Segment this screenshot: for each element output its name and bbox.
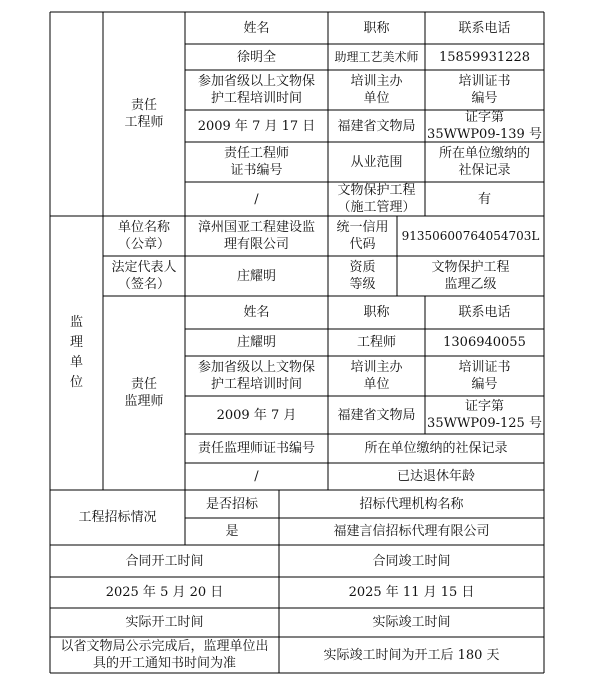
engineer-social-security-label: 所在单位缴纳的 社保记录 bbox=[438, 146, 530, 178]
is-bid-label: 是否招标 bbox=[205, 496, 258, 512]
engineer-training-org-label: 培训主办 单位 bbox=[350, 74, 403, 106]
engineer-name: 徐明全 bbox=[236, 49, 276, 65]
supervisor-cert-label: 责任监理师证书编号 bbox=[197, 441, 315, 456]
contract-end-value: 2025 年 11 月 15 日 bbox=[348, 585, 475, 600]
actual-start-value: 以省文物局公示完成后，监理单位出 具的开工通知书时间为准 bbox=[60, 639, 269, 671]
engineer-training-time: 2009 年 7 月 17 日 bbox=[197, 118, 316, 134]
supervisor-header-phone: 联系电话 bbox=[458, 305, 511, 320]
supervisor-social-security-value: 已达退休年龄 bbox=[396, 469, 475, 484]
engineer-cert-no: 证字第 35WWP09-139 号 bbox=[427, 110, 542, 142]
credit-code-value: 91350600764054703L bbox=[401, 228, 540, 243]
actual-end-label: 实际竣工时间 bbox=[372, 615, 451, 630]
qualification-value: 文物保护工程 监理乙级 bbox=[431, 260, 510, 292]
engineer-header-phone: 联系电话 bbox=[458, 20, 511, 36]
credit-code-label: 统一信用 代码 bbox=[336, 220, 389, 252]
supervisor-training-time: 2009 年 7 月 bbox=[216, 407, 297, 423]
supervisor-title: 工程师 bbox=[356, 335, 396, 350]
engineer-phone: 15859931228 bbox=[439, 49, 530, 65]
engineer-training-time-label: 参加省级以上文物保 护工程培训时间 bbox=[197, 74, 315, 106]
supervisor-header-title: 职称 bbox=[363, 305, 390, 320]
qualification-label: 资质 等级 bbox=[349, 260, 376, 292]
supervisor-header-name: 姓名 bbox=[243, 305, 270, 320]
supervisor-phone: 1306940055 bbox=[443, 335, 526, 350]
agency-label: 招标代理机构名称 bbox=[359, 496, 464, 512]
contract-start-value: 2025 年 5 月 20 日 bbox=[105, 585, 224, 600]
supervision-section-label: 监 理 单 位 bbox=[69, 315, 83, 390]
engineer-scope-value: 文物保护工程 （施工管理） bbox=[337, 183, 416, 215]
engineer-cert-no-label: 培训证书 编号 bbox=[458, 74, 511, 106]
supervisor-training-org-label: 培训主办 单位 bbox=[350, 360, 403, 392]
unit-name-label: 单位名称 （公章） bbox=[117, 220, 170, 252]
actual-start-label: 实际开工时间 bbox=[125, 615, 204, 630]
engineer-section-label: 责任 工程师 bbox=[124, 98, 164, 130]
legal-rep-label: 法定代表人 （签名） bbox=[111, 260, 177, 292]
unit-name-value: 漳州国亚工程建设监 理有限公司 bbox=[197, 220, 315, 252]
actual-end-value: 实际竣工时间为开工后 180 天 bbox=[323, 647, 500, 663]
engineer-training-org: 福建省文物局 bbox=[337, 118, 416, 134]
engineer-header-title: 职称 bbox=[363, 20, 390, 36]
supervisor-social-security-label: 所在单位缴纳的社保记录 bbox=[364, 441, 508, 456]
is-bid-value: 是 bbox=[225, 524, 239, 539]
supervisor-cert-no-label: 培训证书 编号 bbox=[458, 360, 511, 392]
contract-start-label: 合同开工时间 bbox=[125, 553, 204, 569]
legal-rep-value: 庄耀明 bbox=[236, 268, 276, 284]
supervisor-name: 庄耀明 bbox=[236, 335, 276, 350]
supervisor-cert-value: / bbox=[254, 469, 259, 484]
engineer-social-security-value: 有 bbox=[477, 191, 491, 207]
engineer-header-name: 姓名 bbox=[243, 20, 270, 36]
supervisor-training-time-label: 参加省级以上文物保 护工程培训时间 bbox=[197, 360, 315, 392]
agency-value: 福建言信招标代理有限公司 bbox=[333, 524, 490, 539]
bidding-section-label: 工程招标情况 bbox=[78, 510, 157, 525]
supervisor-cert-no: 证字第 35WWP09-125 号 bbox=[427, 399, 542, 431]
engineer-scope-label: 从业范围 bbox=[350, 154, 403, 170]
supervisor-training-org: 福建省文物局 bbox=[337, 407, 416, 423]
engineer-cert-value: / bbox=[254, 191, 259, 207]
supervisor-section-label: 责任 监理师 bbox=[124, 377, 164, 409]
contract-end-label: 合同竣工时间 bbox=[372, 553, 451, 569]
engineer-cert-label: 责任工程师 证书编号 bbox=[223, 146, 289, 178]
engineer-title: 助理工艺美术师 bbox=[334, 49, 419, 64]
